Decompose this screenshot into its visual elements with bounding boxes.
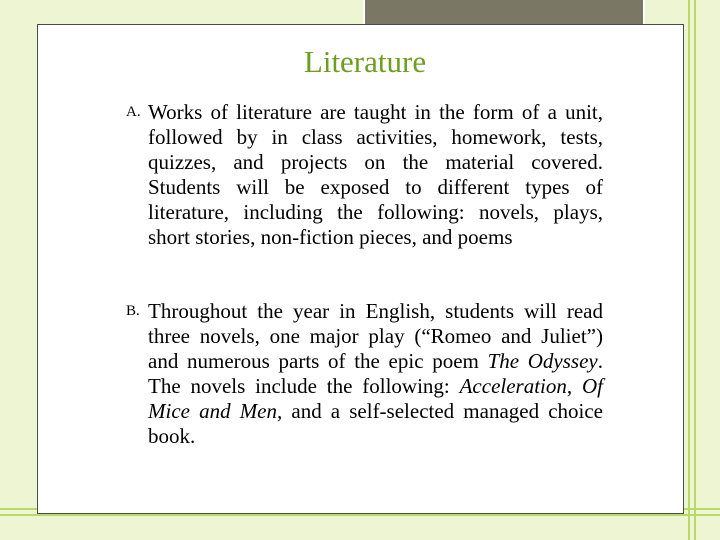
list-marker-a: A. <box>126 104 141 120</box>
odyssey-title: The Odyssey <box>487 349 598 373</box>
decorative-vertical-line <box>694 0 696 540</box>
item-b-text: and a self-selected managed choice book. <box>148 399 603 448</box>
slide-title: Literature <box>303 44 427 79</box>
item-b-text: , <box>566 374 582 398</box>
acceleration-title: Acceleration <box>459 374 567 398</box>
decorative-vertical-line <box>688 0 690 540</box>
list-item-a: Works of literature are taught in the form of a unit, followed by in class activities, homework, tests, quizzes, and projects on the material covered. Students will be exposed to different types of literature, including the following: novels, plays, short stories, non-fiction pieces, and poems <box>148 100 603 249</box>
item-b-text: Throughout the year in English, students will read three novels, one major play (“Romeo and Juliet”) and numerous parts of the epic poem <box>148 299 603 373</box>
list-marker-b: B. <box>126 303 140 319</box>
decorative-horizontal-line <box>0 514 720 516</box>
of-mice-and-men-title: Of Mice and Men, <box>148 374 603 423</box>
list-item-b <box>148 299 603 449</box>
item-b-text: . The novels include the following: <box>148 349 603 398</box>
